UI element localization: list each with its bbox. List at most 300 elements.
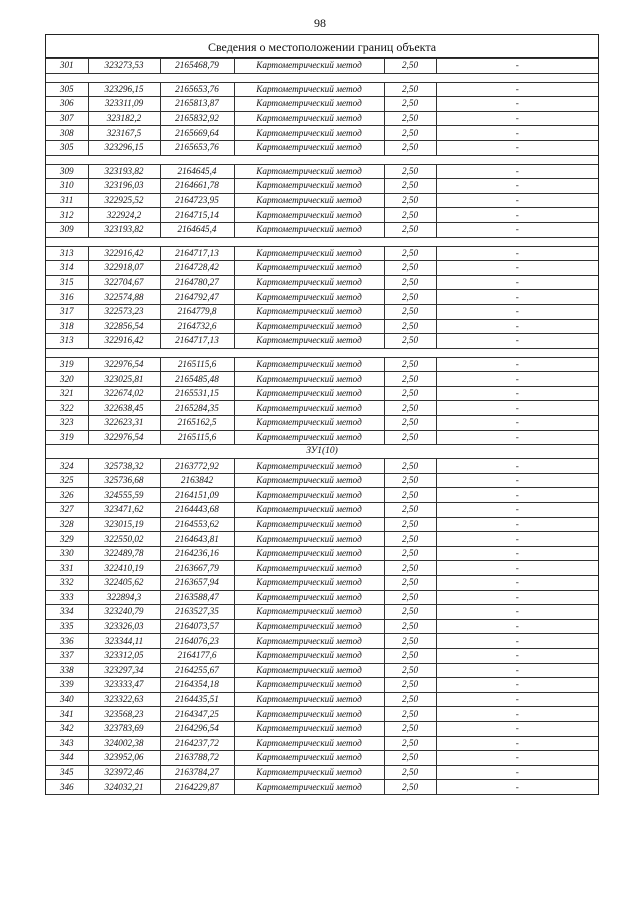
point-number-cell: 346 — [46, 780, 88, 795]
table-row — [46, 290, 598, 305]
method-cell: Картометрический метод — [234, 780, 384, 795]
accuracy-cell: 2,50 — [384, 780, 436, 795]
accuracy-cell: 2,50 — [384, 765, 436, 780]
method-cell: Картометрический метод — [234, 82, 384, 97]
note-cell: - — [436, 401, 598, 416]
x-coordinate-cell: 323952,06 — [88, 751, 160, 766]
table-row — [46, 208, 598, 223]
x-coordinate-cell: 322489,78 — [88, 546, 160, 561]
method-cell: Картометрический метод — [234, 304, 384, 319]
separator-cell — [46, 73, 598, 82]
point-number-cell: 309 — [46, 164, 88, 179]
method-cell: Картометрический метод — [234, 140, 384, 155]
note-cell: - — [436, 751, 598, 766]
separator-cell — [46, 348, 598, 357]
method-cell: Картометрический метод — [234, 546, 384, 561]
table-row — [46, 261, 598, 276]
point-number-cell: 305 — [46, 82, 88, 97]
point-number-cell: 332 — [46, 576, 88, 591]
accuracy-cell: 2,50 — [384, 97, 436, 112]
table-row — [46, 111, 598, 126]
table-row — [46, 532, 598, 547]
point-number-cell: 322 — [46, 401, 88, 416]
note-cell: - — [436, 648, 598, 663]
accuracy-cell: 2,50 — [384, 82, 436, 97]
point-number-cell: 314 — [46, 261, 88, 276]
table-row — [46, 319, 598, 334]
y-coordinate-cell: 2164780,27 — [160, 275, 234, 290]
accuracy-cell: 2,50 — [384, 372, 436, 387]
point-number-cell: 313 — [46, 334, 88, 349]
note-cell: - — [436, 275, 598, 290]
note-cell: - — [436, 678, 598, 693]
table-row — [46, 751, 598, 766]
table-row — [46, 503, 598, 518]
accuracy-cell: 2,50 — [384, 634, 436, 649]
note-cell: - — [436, 164, 598, 179]
x-coordinate-cell: 323273,53 — [88, 59, 160, 74]
method-cell: Картометрический метод — [234, 590, 384, 605]
point-number-cell: 318 — [46, 319, 88, 334]
table-row — [46, 517, 598, 532]
accuracy-cell: 2,50 — [384, 707, 436, 722]
y-coordinate-cell: 2163588,47 — [160, 590, 234, 605]
method-cell: Картометрический метод — [234, 164, 384, 179]
x-coordinate-cell: 323015,19 — [88, 517, 160, 532]
note-cell: - — [436, 193, 598, 208]
point-number-cell: 305 — [46, 140, 88, 155]
table-row — [46, 357, 598, 372]
point-number-cell: 327 — [46, 503, 88, 518]
x-coordinate-cell: 323025,81 — [88, 372, 160, 387]
accuracy-cell: 2,50 — [384, 430, 436, 445]
y-coordinate-cell: 2164723,95 — [160, 193, 234, 208]
table-row — [46, 179, 598, 194]
table-row — [46, 605, 598, 620]
accuracy-cell: 2,50 — [384, 561, 436, 576]
method-cell: Картометрический метод — [234, 416, 384, 431]
point-number-cell: 301 — [46, 59, 88, 74]
accuracy-cell: 2,50 — [384, 736, 436, 751]
table-row — [46, 721, 598, 736]
y-coordinate-cell: 2164643,81 — [160, 532, 234, 547]
accuracy-cell: 2,50 — [384, 59, 436, 74]
method-cell: Картометрический метод — [234, 319, 384, 334]
x-coordinate-cell: 323972,46 — [88, 765, 160, 780]
x-coordinate-cell: 322916,42 — [88, 246, 160, 261]
note-cell: - — [436, 357, 598, 372]
accuracy-cell: 2,50 — [384, 678, 436, 693]
note-cell: - — [436, 765, 598, 780]
note-cell: - — [436, 707, 598, 722]
table-row — [46, 546, 598, 561]
y-coordinate-cell: 2164151,09 — [160, 488, 234, 503]
point-number-cell: 343 — [46, 736, 88, 751]
x-coordinate-cell: 323240,79 — [88, 605, 160, 620]
note-cell: - — [436, 111, 598, 126]
table-row — [46, 663, 598, 678]
point-number-cell: 319 — [46, 357, 88, 372]
method-cell: Картометрический метод — [234, 473, 384, 488]
separator-row — [46, 348, 598, 357]
accuracy-cell: 2,50 — [384, 751, 436, 766]
accuracy-cell: 2,50 — [384, 517, 436, 532]
note-cell: - — [436, 179, 598, 194]
x-coordinate-cell: 323196,03 — [88, 179, 160, 194]
note-cell: - — [436, 663, 598, 678]
accuracy-cell: 2,50 — [384, 648, 436, 663]
method-cell: Картометрический метод — [234, 222, 384, 237]
note-cell: - — [436, 561, 598, 576]
accuracy-cell: 2,50 — [384, 111, 436, 126]
y-coordinate-cell: 2165669,64 — [160, 126, 234, 141]
separator-row — [46, 73, 598, 82]
point-number-cell: 321 — [46, 386, 88, 401]
table-row — [46, 304, 598, 319]
x-coordinate-cell: 322976,54 — [88, 357, 160, 372]
y-coordinate-cell: 2165653,76 — [160, 140, 234, 155]
method-cell: Картометрический метод — [234, 290, 384, 305]
y-coordinate-cell: 2164792,47 — [160, 290, 234, 305]
x-coordinate-cell: 322573,23 — [88, 304, 160, 319]
accuracy-cell: 2,50 — [384, 290, 436, 305]
note-cell: - — [436, 736, 598, 751]
table-row — [46, 59, 598, 74]
accuracy-cell: 2,50 — [384, 401, 436, 416]
y-coordinate-cell: 2164717,13 — [160, 246, 234, 261]
y-coordinate-cell: 2164732,6 — [160, 319, 234, 334]
accuracy-cell: 2,50 — [384, 246, 436, 261]
note-cell: - — [436, 590, 598, 605]
y-coordinate-cell: 2163657,94 — [160, 576, 234, 591]
y-coordinate-cell: 2165468,79 — [160, 59, 234, 74]
accuracy-cell: 2,50 — [384, 304, 436, 319]
y-coordinate-cell: 2163772,92 — [160, 459, 234, 474]
table-row — [46, 678, 598, 693]
table-row — [46, 634, 598, 649]
x-coordinate-cell: 322405,62 — [88, 576, 160, 591]
accuracy-cell: 2,50 — [384, 576, 436, 591]
table-row — [46, 372, 598, 387]
method-cell: Картометрический метод — [234, 372, 384, 387]
point-number-cell: 306 — [46, 97, 88, 112]
point-number-cell: 330 — [46, 546, 88, 561]
note-cell: - — [436, 721, 598, 736]
method-cell: Картометрический метод — [234, 97, 384, 112]
y-coordinate-cell: 2164715,14 — [160, 208, 234, 223]
accuracy-cell: 2,50 — [384, 261, 436, 276]
table-row — [46, 736, 598, 751]
table-row — [46, 193, 598, 208]
accuracy-cell: 2,50 — [384, 386, 436, 401]
point-number-cell: 324 — [46, 459, 88, 474]
note-cell: - — [436, 140, 598, 155]
point-number-cell: 317 — [46, 304, 88, 319]
point-number-cell: 331 — [46, 561, 88, 576]
method-cell: Картометрический метод — [234, 459, 384, 474]
y-coordinate-cell: 2164553,62 — [160, 517, 234, 532]
table-row — [46, 488, 598, 503]
x-coordinate-cell: 323296,15 — [88, 82, 160, 97]
accuracy-cell: 2,50 — [384, 692, 436, 707]
note-cell: - — [436, 82, 598, 97]
accuracy-cell: 2,50 — [384, 275, 436, 290]
method-cell: Картометрический метод — [234, 765, 384, 780]
method-cell: Картометрический метод — [234, 193, 384, 208]
method-cell: Картометрический метод — [234, 275, 384, 290]
note-cell: - — [436, 692, 598, 707]
point-number-cell: 337 — [46, 648, 88, 663]
note-cell: - — [436, 634, 598, 649]
table-row — [46, 707, 598, 722]
x-coordinate-cell: 322976,54 — [88, 430, 160, 445]
method-cell: Картометрический метод — [234, 605, 384, 620]
y-coordinate-cell: 2163527,35 — [160, 605, 234, 620]
separator-row — [46, 155, 598, 164]
point-number-cell: 342 — [46, 721, 88, 736]
table-row — [46, 386, 598, 401]
point-number-cell: 345 — [46, 765, 88, 780]
note-cell: - — [436, 459, 598, 474]
point-number-cell: 323 — [46, 416, 88, 431]
method-cell: Картометрический метод — [234, 386, 384, 401]
separator-cell — [46, 237, 598, 246]
table-row — [46, 430, 598, 445]
method-cell: Картометрический метод — [234, 736, 384, 751]
y-coordinate-cell: 2164237,72 — [160, 736, 234, 751]
method-cell: Картометрический метод — [234, 357, 384, 372]
note-cell: - — [436, 208, 598, 223]
y-coordinate-cell: 2165284,35 — [160, 401, 234, 416]
method-cell: Картометрический метод — [234, 619, 384, 634]
y-coordinate-cell: 2165653,76 — [160, 82, 234, 97]
note-cell: - — [436, 261, 598, 276]
note-cell: - — [436, 780, 598, 795]
y-coordinate-cell: 2164073,57 — [160, 619, 234, 634]
y-coordinate-cell: 2165162,5 — [160, 416, 234, 431]
table-row — [46, 140, 598, 155]
method-cell: Картометрический метод — [234, 111, 384, 126]
x-coordinate-cell: 322918,07 — [88, 261, 160, 276]
coordinates-table — [46, 58, 598, 795]
point-number-cell: 308 — [46, 126, 88, 141]
table-row — [46, 246, 598, 261]
accuracy-cell: 2,50 — [384, 126, 436, 141]
note-cell: - — [436, 619, 598, 634]
point-number-cell: 320 — [46, 372, 88, 387]
x-coordinate-cell: 323296,15 — [88, 140, 160, 155]
accuracy-cell: 2,50 — [384, 619, 436, 634]
x-coordinate-cell: 325736,68 — [88, 473, 160, 488]
table-row — [46, 459, 598, 474]
point-number-cell: 313 — [46, 246, 88, 261]
table-row — [46, 473, 598, 488]
note-cell: - — [436, 605, 598, 620]
y-coordinate-cell: 2163784,27 — [160, 765, 234, 780]
y-coordinate-cell: 2164645,4 — [160, 222, 234, 237]
y-coordinate-cell: 2164661,78 — [160, 179, 234, 194]
point-number-cell: 319 — [46, 430, 88, 445]
note-cell: - — [436, 319, 598, 334]
table-row — [46, 590, 598, 605]
table-row — [46, 164, 598, 179]
point-number-cell: 325 — [46, 473, 88, 488]
table-row — [46, 401, 598, 416]
note-cell: - — [436, 503, 598, 518]
note-cell: - — [436, 488, 598, 503]
point-number-cell: 344 — [46, 751, 88, 766]
x-coordinate-cell: 324555,59 — [88, 488, 160, 503]
table-row — [46, 765, 598, 780]
section-header-row — [46, 445, 598, 459]
table-row — [46, 97, 598, 112]
y-coordinate-cell: 2165832,92 — [160, 111, 234, 126]
note-cell: - — [436, 222, 598, 237]
x-coordinate-cell: 322410,19 — [88, 561, 160, 576]
coordinates-table-frame — [45, 34, 599, 795]
note-cell: - — [436, 304, 598, 319]
method-cell: Картометрический метод — [234, 707, 384, 722]
accuracy-cell: 2,50 — [384, 721, 436, 736]
table-row — [46, 275, 598, 290]
point-number-cell: 335 — [46, 619, 88, 634]
accuracy-cell: 2,50 — [384, 222, 436, 237]
point-number-cell: 328 — [46, 517, 88, 532]
y-coordinate-cell: 2164779,8 — [160, 304, 234, 319]
accuracy-cell: 2,50 — [384, 334, 436, 349]
accuracy-cell: 2,50 — [384, 416, 436, 431]
accuracy-cell: 2,50 — [384, 488, 436, 503]
y-coordinate-cell: 2164435,51 — [160, 692, 234, 707]
y-coordinate-cell: 2164229,87 — [160, 780, 234, 795]
note-cell: - — [436, 246, 598, 261]
note-cell: - — [436, 386, 598, 401]
accuracy-cell: 2,50 — [384, 208, 436, 223]
method-cell: Картометрический метод — [234, 517, 384, 532]
note-cell: - — [436, 430, 598, 445]
method-cell: Картометрический метод — [234, 59, 384, 74]
table-row — [46, 416, 598, 431]
x-coordinate-cell: 323167,5 — [88, 126, 160, 141]
point-number-cell: 329 — [46, 532, 88, 547]
method-cell: Картометрический метод — [234, 634, 384, 649]
x-coordinate-cell: 322894,3 — [88, 590, 160, 605]
method-cell: Картометрический метод — [234, 576, 384, 591]
y-coordinate-cell: 2164728,42 — [160, 261, 234, 276]
y-coordinate-cell: 2165485,48 — [160, 372, 234, 387]
note-cell: - — [436, 576, 598, 591]
table-row — [46, 222, 598, 237]
table-row — [46, 619, 598, 634]
point-number-cell: 341 — [46, 707, 88, 722]
y-coordinate-cell: 2164076,23 — [160, 634, 234, 649]
y-coordinate-cell: 2165531,15 — [160, 386, 234, 401]
point-number-cell: 336 — [46, 634, 88, 649]
page-number: 98 — [314, 16, 326, 30]
method-cell: Картометрический метод — [234, 208, 384, 223]
table-title: Сведения о местоположении границ объекта — [46, 35, 598, 58]
point-number-cell: 334 — [46, 605, 88, 620]
method-cell: Картометрический метод — [234, 721, 384, 736]
x-coordinate-cell: 325738,32 — [88, 459, 160, 474]
table-row — [46, 126, 598, 141]
separator-cell — [46, 155, 598, 164]
x-coordinate-cell: 323182,2 — [88, 111, 160, 126]
method-cell: Картометрический метод — [234, 532, 384, 547]
note-cell: - — [436, 97, 598, 112]
x-coordinate-cell: 323333,47 — [88, 678, 160, 693]
y-coordinate-cell: 2165813,87 — [160, 97, 234, 112]
method-cell: Картометрический метод — [234, 334, 384, 349]
method-cell: Картометрический метод — [234, 246, 384, 261]
note-cell: - — [436, 546, 598, 561]
method-cell: Картометрический метод — [234, 663, 384, 678]
note-cell: - — [436, 290, 598, 305]
table-row — [46, 576, 598, 591]
y-coordinate-cell: 2164347,25 — [160, 707, 234, 722]
x-coordinate-cell: 323297,34 — [88, 663, 160, 678]
point-number-cell: 310 — [46, 179, 88, 194]
note-cell: - — [436, 334, 598, 349]
method-cell: Картометрический метод — [234, 488, 384, 503]
x-coordinate-cell: 323344,11 — [88, 634, 160, 649]
accuracy-cell: 2,50 — [384, 459, 436, 474]
y-coordinate-cell: 2164296,54 — [160, 721, 234, 736]
x-coordinate-cell: 323471,62 — [88, 503, 160, 518]
accuracy-cell: 2,50 — [384, 503, 436, 518]
x-coordinate-cell: 323193,82 — [88, 222, 160, 237]
accuracy-cell: 2,50 — [384, 179, 436, 194]
y-coordinate-cell: 2164236,16 — [160, 546, 234, 561]
point-number-cell: 338 — [46, 663, 88, 678]
y-coordinate-cell: 2163842 — [160, 473, 234, 488]
x-coordinate-cell: 323568,23 — [88, 707, 160, 722]
x-coordinate-cell: 324032,21 — [88, 780, 160, 795]
point-number-cell: 312 — [46, 208, 88, 223]
y-coordinate-cell: 2164354,18 — [160, 678, 234, 693]
point-number-cell: 315 — [46, 275, 88, 290]
accuracy-cell: 2,50 — [384, 532, 436, 547]
y-coordinate-cell: 2164177,6 — [160, 648, 234, 663]
point-number-cell: 311 — [46, 193, 88, 208]
accuracy-cell: 2,50 — [384, 663, 436, 678]
x-coordinate-cell: 322674,02 — [88, 386, 160, 401]
accuracy-cell: 2,50 — [384, 357, 436, 372]
note-cell: - — [436, 126, 598, 141]
table-row — [46, 648, 598, 663]
note-cell: - — [436, 532, 598, 547]
y-coordinate-cell: 2165115,6 — [160, 357, 234, 372]
table-row — [46, 561, 598, 576]
method-cell: Картометрический метод — [234, 401, 384, 416]
x-coordinate-cell: 322916,42 — [88, 334, 160, 349]
accuracy-cell: 2,50 — [384, 473, 436, 488]
method-cell: Картометрический метод — [234, 179, 384, 194]
y-coordinate-cell: 2165115,6 — [160, 430, 234, 445]
point-number-cell: 339 — [46, 678, 88, 693]
method-cell: Картометрический метод — [234, 561, 384, 576]
point-number-cell: 316 — [46, 290, 88, 305]
note-cell: - — [436, 517, 598, 532]
table-row — [46, 780, 598, 795]
note-cell: - — [436, 473, 598, 488]
method-cell: Картометрический метод — [234, 692, 384, 707]
x-coordinate-cell: 323311,09 — [88, 97, 160, 112]
note-cell: - — [436, 372, 598, 387]
x-coordinate-cell: 322856,54 — [88, 319, 160, 334]
y-coordinate-cell: 2164443,68 — [160, 503, 234, 518]
x-coordinate-cell: 322574,88 — [88, 290, 160, 305]
